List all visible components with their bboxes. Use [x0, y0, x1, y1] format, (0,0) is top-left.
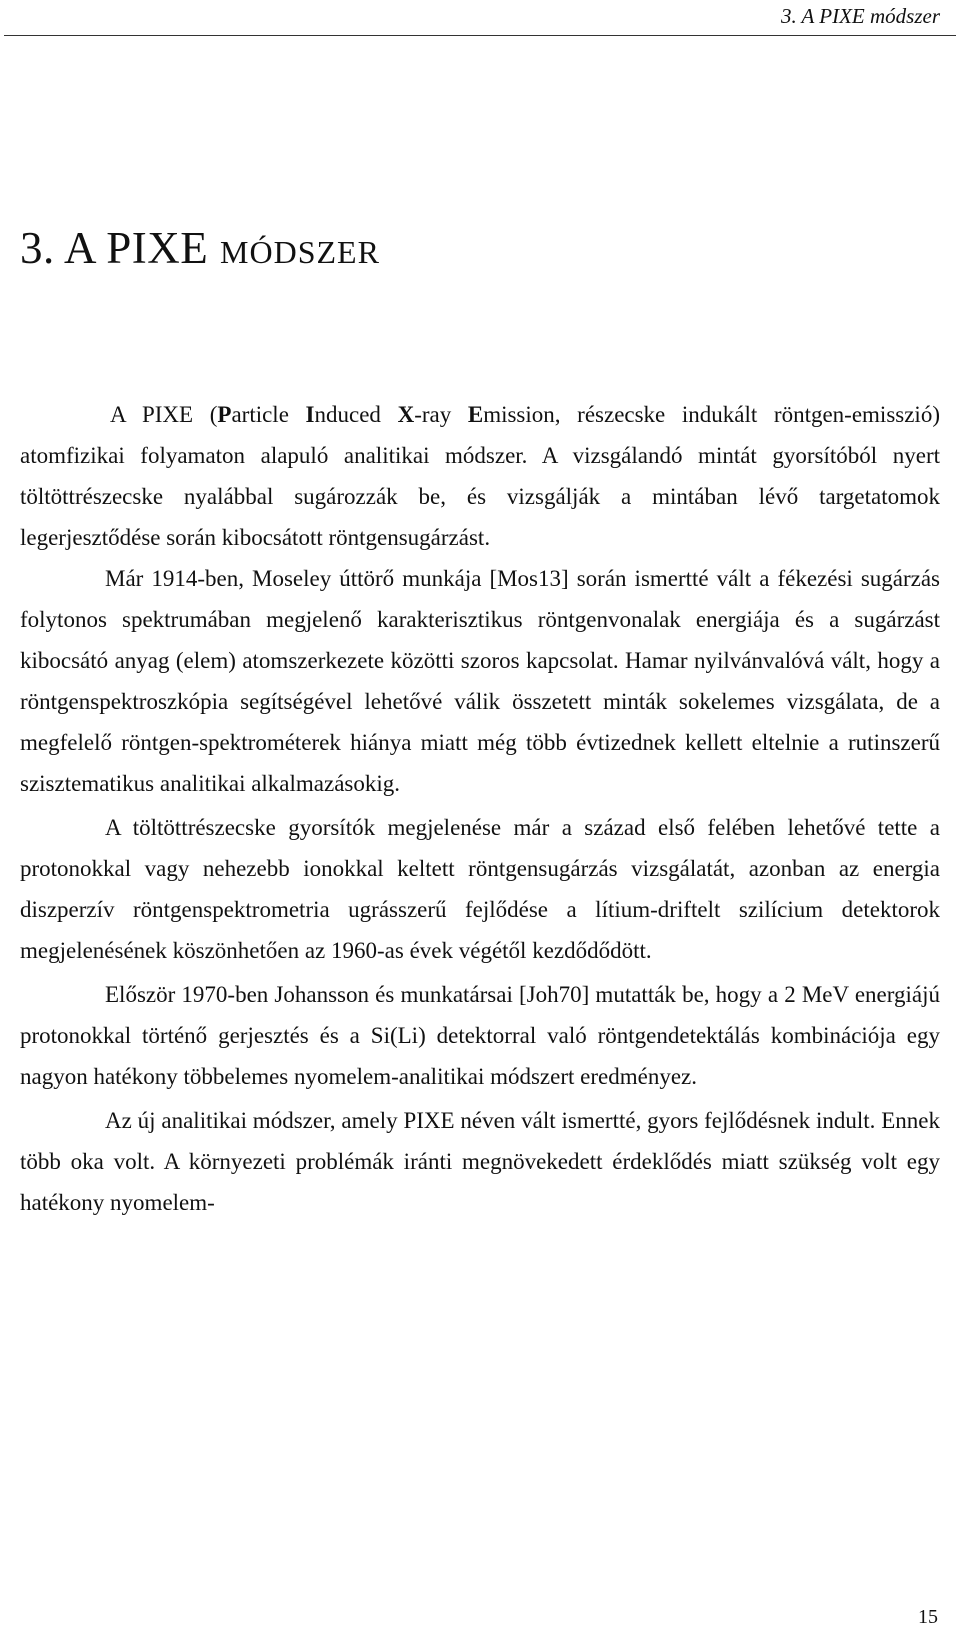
paragraph-accelerators: A töltöttrészecske gyorsítók megjelenése már a század első felében lehetővé tette a protonokkal vagy nehezebb ionokkal keltett röntgensugárzás vizsgálatát, azonban az energia diszperzív röntgenspektrometria ugrásszerű fejlődése a lítium-driftelt szilícium detektorok megjelenésének köszönhetően az 1960-as évek végétől kezdődődött.: [20, 815, 940, 963]
acronym-letter-p: P: [217, 402, 232, 427]
acronym-letter-e: E: [467, 402, 484, 427]
intro-text-1: A PIXE (: [110, 402, 218, 427]
acronym-letter-i: I: [305, 402, 315, 427]
paragraph-johansson: Először 1970-ben Johansson és munkatársai [Joh70] mutatták be, hogy a 2 MeV energiájú protonokkal történő gerjesztés és a Si(Li) detektorral való röntgendetektálás kombinációja egy nagyon hatékony többelemes nyomelem-analitikai módszert eredményez.: [20, 982, 940, 1089]
chapter-title: [20, 220, 380, 280]
page-number: 15: [918, 1606, 938, 1628]
chapter-title-main: 3. A PIXE: [20, 223, 209, 273]
chapter-title-smallcaps: MÓDSZER: [220, 234, 380, 270]
paragraph-new-method: Az új analitikai módszer, amely PIXE néven vált ismertté, gyors fejlődésnek indult. Ennek több oka volt. A környezeti problémák iránti megnövekedett érdeklődés miatt szükség volt egy hatékony nyomelem-: [20, 1108, 940, 1215]
running-header: 3. A PIXE módszer: [780, 4, 940, 28]
intro-text-2: article: [231, 402, 306, 427]
intro-text-4: -ray: [414, 402, 468, 427]
header-rule: [4, 35, 956, 36]
paragraph-intro: [20, 394, 940, 558]
acronym-letter-x: X: [397, 402, 415, 427]
intro-text-5: mission, részecske indukált röntgen-emisszió) atomfizikai folyamaton alapuló analitikai módszer. A vizsgálandó mintát gyorsítóból nyert töltöttrészecske nyalábbal sugározzák be, és vizsgálják a mintában lévő targetatomok legerjesztődése során kibocsátott röntgensugárzást.: [20, 402, 940, 550]
paragraph-moseley: Már 1914-ben, Moseley úttörő munkája [Mos13] során ismertté vált a fékezési sugárzás folytonos spektrumában megjelenő karakterisztikus röntgenvonalak energiája és a sugárzást kibocsátó anyag (elem) atomszerkezete közötti szoros kapcsolat. Hamar nyilvánvalóvá vált, hogy a röntgenspektroszkópia segítségével lehetővé válik összetett minták sokelemes vizsgálata, de a megfelelő röntgen-spektrométerek hiánya miatt még több évtizednek kellett eltelnie a rutinszerű szisztematikus analitikai alkalmazásokig.: [20, 566, 940, 796]
intro-text-3: nduced: [314, 402, 398, 427]
body-text: [20, 394, 940, 1223]
